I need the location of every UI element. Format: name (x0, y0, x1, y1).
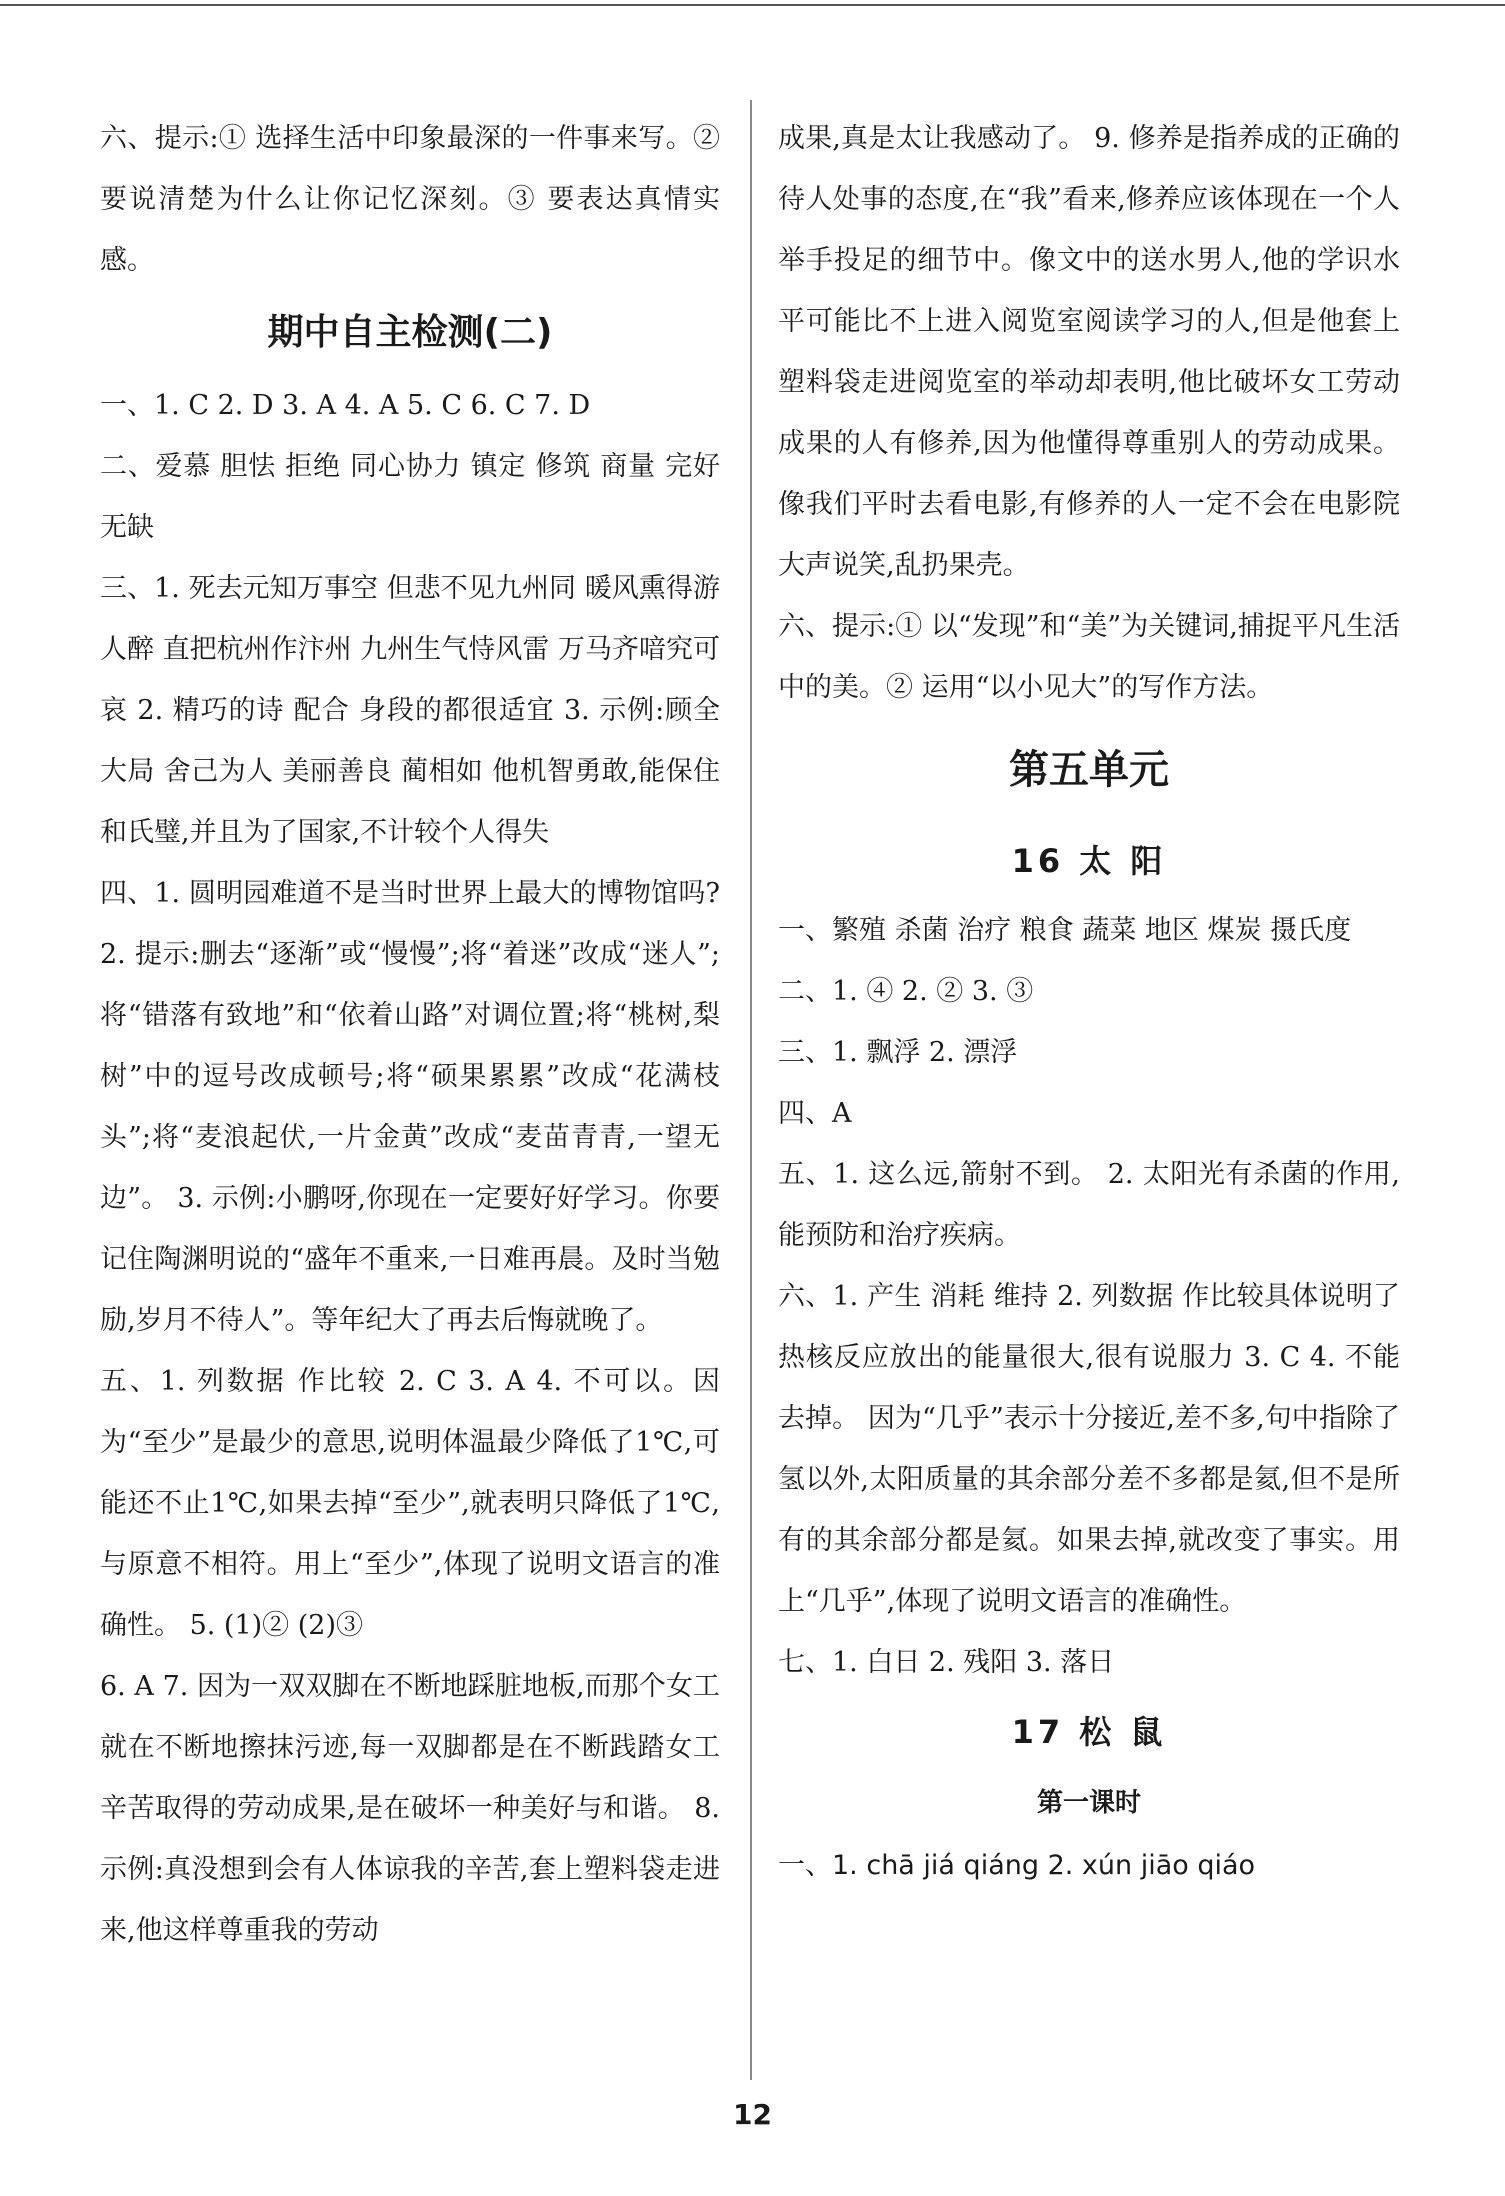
answer-section-4: 四、1. 圆明园难道不是当时世界上最大的博物馆吗? 2. 提示:删去“逐渐”或“慢慢”;将“着迷”改成“迷人”;将“错落有致地”和“依着山路”对调位置;将“桃树,梨树”中的逗号改成顿号;将“硕果累累”改成“花满枝头”;将“麦浪起伏,一片金黄”改成“麦苗青青,一望无边”。 3. 示例:小鹏呀,你现在一定要好好学习。你要记住陶渊明说的“盛年不重来,一日难再晨。及时当勉励,岁月不待人”。等年纪大了再去后悔就晚了。 (100, 878, 720, 1336)
answer-section-3: 三、1. 死去元知万事空 但悲不见九州同 暖风熏得游人醉 直把杭州作汴州 九州生气恃风雷 万马齐喑究可哀 2. 精巧的诗 配合 身段的都很适宜 3. 示例:顾全大局 舍己为人 美丽善良 蔺相如 他机智勇敢,能保住和氏璧,并且为了国家,不计较个人得失 (100, 573, 720, 848)
answer-writing-tip-1: 六、提示:① 选择生活中印象最深的一件事来写。② 要说清楚为什么让你记忆深刻。③ 要表达真情实感。 (100, 123, 720, 276)
unit-heading: 第五单元 (1009, 747, 1169, 793)
lesson-16-answer-2: 二、1. ④ 2. ② 3. ③ (778, 976, 1034, 1007)
lesson-17-pinyin-answer: 一、1. chā jiá qiáng 2. xún jiāo qiáo (778, 1850, 1256, 1881)
lesson-16-answer-3: 三、1. 飘浮 2. 漂浮 (778, 1037, 1018, 1068)
first-lesson-subheading: 第一课时 (1036, 1788, 1141, 1818)
lesson-16-heading: 16 太 阳 (1011, 842, 1167, 880)
answer-section-5: 五、1. 列数据 作比较 2. C 3. A 4. 不可以。因为“至少”是最少的意思,说明体温最少降低了1℃,可能还不止1℃,如果去掉“至少”,就表明只降低了1℃,与原意不相符。用上“至少”,体现了说明文语言的准确性。 5. (1)② (2)③ (100, 1366, 720, 1641)
lesson-16-answer-7: 七、1. 白日 2. 残阳 3. 落日 (778, 1647, 1115, 1678)
page-number: 12 (733, 2098, 772, 2131)
answer-section-2: 二、爱慕 胆怯 拒绝 同心协力 镇定 修筑 商量 完好无缺 (100, 451, 720, 543)
answer-section-1: 一、1. C 2. D 3. A 4. A 5. C 6. C 7. D (100, 390, 591, 421)
right-column (778, 108, 1400, 1896)
answer-continuation: 成果,真是太让我感动了。 9. 修养是指养成的正确的待人处事的态度,在“我”看来,修养应该体现在一个人举手投足的细节中。像文中的送水男人,他的学识水平可能比不上进入阅览室阅读学习的人,但是他套上塑料袋走进阅览室的举动却表明,他比破坏女工劳动成果的人有修养,因为他懂得尊重别人的劳动成果。像我们平时去看电影,有修养的人一定不会在电影院大声说笑,乱扔果壳。 (778, 123, 1400, 581)
lesson-16-answer-4: 四、A (778, 1098, 852, 1129)
midterm-heading: 期中自主检测(二) (267, 312, 553, 353)
left-column (100, 108, 720, 1961)
column-divider (750, 100, 752, 2080)
lesson-17-heading: 17 松 鼠 (1011, 1713, 1167, 1751)
lesson-16-answer-6: 六、1. 产生 消耗 维持 2. 列数据 作比较具体说明了热核反应放出的能量很大,很有说服力 3. C 4. 不能去掉。 因为“几乎”表示十分接近,差不多,句中指除了氢以外,太阳质量的其余部分差不多都是氦,但不是所有的其余部分都是氦。如果去掉,就改变了事实。用上“几乎”,体现了说明文语言的准确性。 (778, 1281, 1400, 1617)
lesson-16-answer-5: 五、1. 这么远,箭射不到。 2. 太阳光有杀菌的作用,能预防和治疗疾病。 (778, 1159, 1400, 1251)
lesson-16-answer-1: 一、繁殖 杀菌 治疗 粮食 蔬菜 地区 煤炭 摄氏度 (778, 915, 1352, 946)
answer-writing-tip-2: 六、提示:① 以“发现”和“美”为关键词,捕捉平凡生活中的美。② 运用“以小见大”的写作方法。 (778, 611, 1400, 703)
answer-section-6: 6. A 7. 因为一双双脚在不断地踩脏地板,而那个女工就在不断地擦抹污迹,每一双脚都是在不断践踏女工辛苦取得的劳动成果,是在破坏一种美好与和谐。 8. 示例:真没想到会有人体谅我的辛苦,套上塑料袋走进来,他这样尊重我的劳动 (100, 1671, 720, 1946)
top-rule (0, 4, 1505, 6)
